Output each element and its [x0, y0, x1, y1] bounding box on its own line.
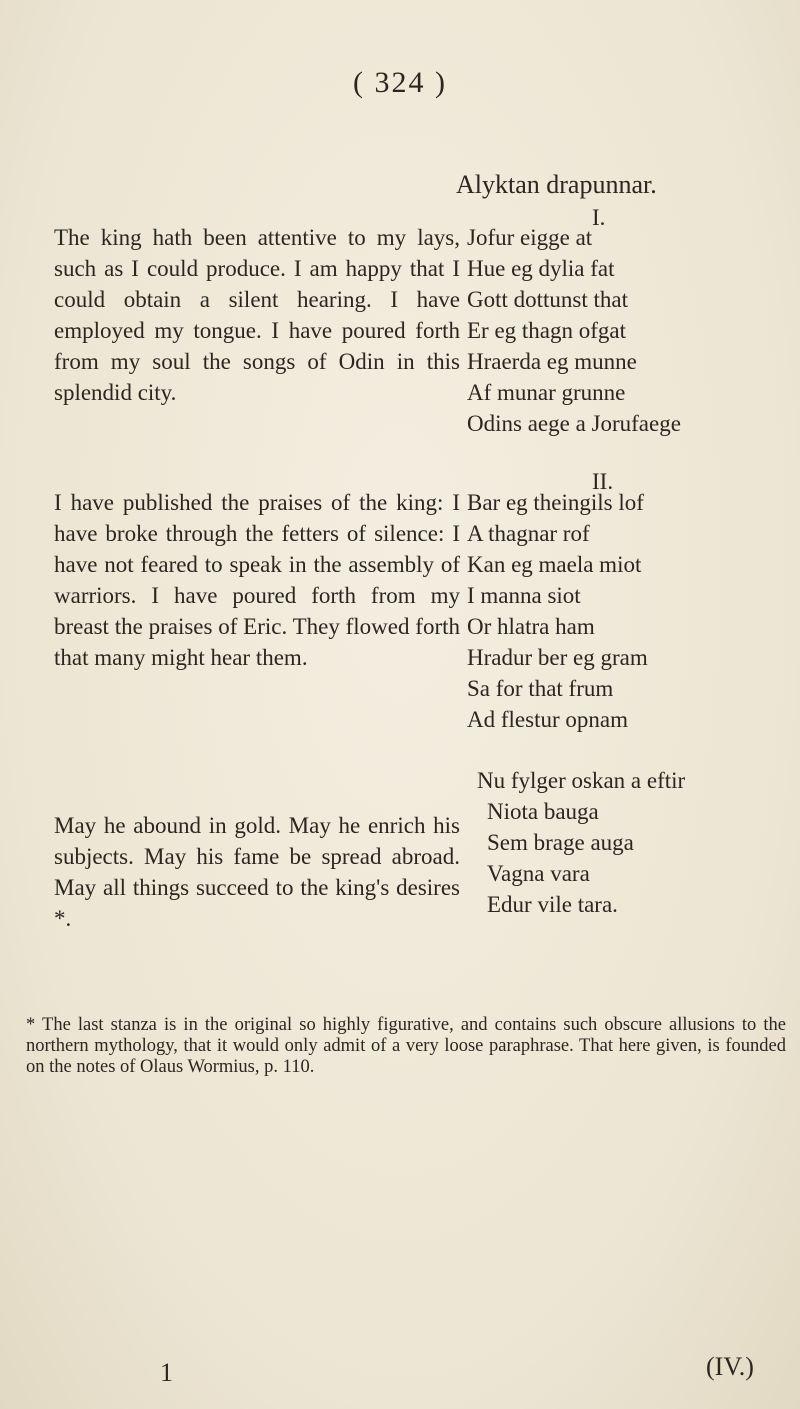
stanza-line: Hraerda eg munne: [467, 349, 637, 374]
stanza-line: Af munar grunne: [467, 380, 626, 405]
stanza-1: [467, 222, 787, 439]
stanza-line: Ad flestur opnam: [467, 707, 628, 732]
stanza-line: Edur vile tara.: [487, 892, 618, 917]
stanza-line: Or hlatra ham: [467, 614, 595, 639]
catchword: (IV.): [706, 1352, 754, 1381]
stanza-2: [467, 487, 787, 735]
footnote: * The last stanza is in the original so highly figurative, and contains such obscure allusions to the northern mythology, that it would only admit of a very loose paraphrase. That here given, is founded on the notes of Olaus Wormius, p. 110.: [26, 1015, 786, 1077]
translation-paragraph-2: I have published the praises of the king: I have broke through the fetters of silence: I have not feared to speak in the assembly of warriors. I have poured forth from my breast the praises of Eric. They flowed forth that many might hear them.: [54, 490, 460, 670]
stanza-3: [467, 765, 787, 920]
translation-paragraph-1: The king hath been attentive to my lays, such as I could produce. I am happy that I could obtain a silent hearing. I have employed my tongue. I have poured forth from my soul the songs of Odin in this splendid city.: [54, 225, 460, 405]
stanza-line: Sem brage auga: [487, 830, 634, 855]
stanza-line: Nu fylger oskan a eftir: [477, 768, 686, 793]
signature-mark: 1: [160, 1358, 173, 1387]
stanza-line: A thagnar rof: [467, 521, 590, 546]
stanza-line: Bar eg theingils lof: [467, 490, 644, 515]
stanza-line: Hue eg dylia fat: [467, 256, 615, 281]
stanza-line: Gott dottunst that: [467, 287, 628, 312]
stanza-line: Kan eg maela miot: [467, 552, 642, 577]
stanza-line: Niota bauga: [487, 799, 599, 824]
stanza-line: Sa for that frum: [467, 676, 614, 701]
stanza-line: I manna siot: [467, 583, 581, 608]
stanza-line: Vagna vara: [487, 861, 590, 886]
stanza-number-1: I.: [592, 205, 606, 230]
poem-title: Alyktan drapunnar.: [456, 170, 657, 199]
stanza-line: Jofur eigge at: [467, 225, 593, 250]
translation-paragraph-3: May he abound in gold. May he enrich his subjects. May his fame be spread abroad. May all things succeed to the king's desires *.: [54, 813, 460, 931]
stanza-number-2: II.: [592, 469, 614, 494]
stanza-line: Hradur ber eg gram: [467, 645, 648, 670]
stanza-line: Odins aege a Jorufaege: [467, 411, 681, 436]
page-number: ( 324 ): [353, 66, 447, 99]
stanza-line: Er eg thagn ofgat: [467, 318, 627, 343]
